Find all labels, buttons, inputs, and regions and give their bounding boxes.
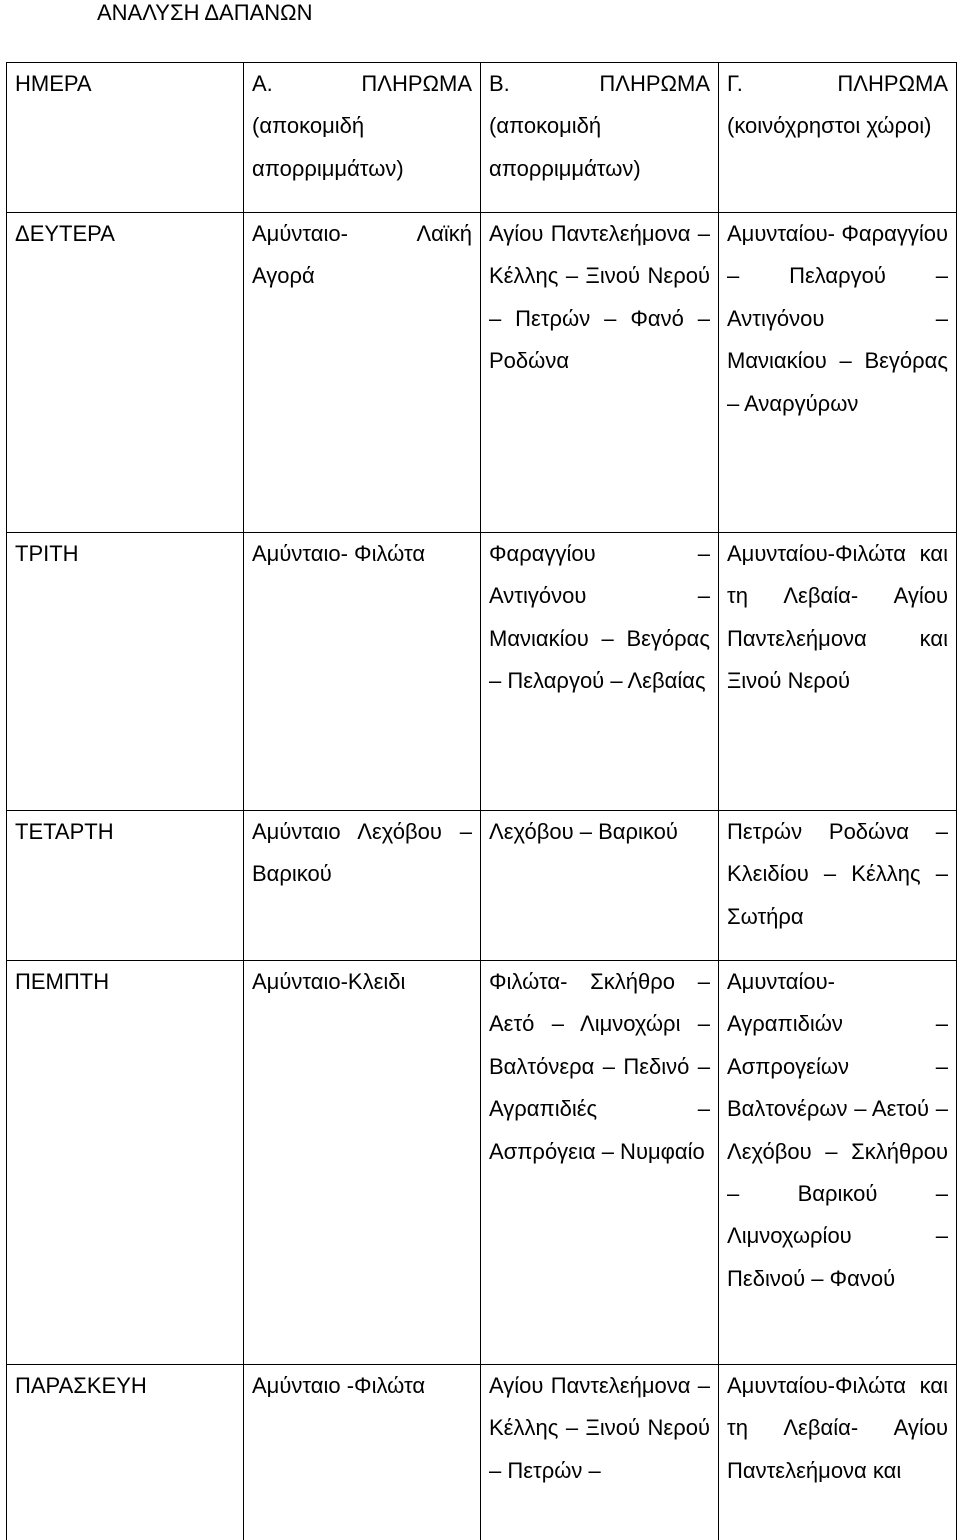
day-cell: ΠΑΡΑΣΚΕΥΗ xyxy=(7,1365,244,1540)
header-crew-b: Β. ΠΛΗΡΩΜΑ (αποκομιδή απορριμμάτων) xyxy=(481,63,719,213)
day-cell: ΠΕΜΠΤΗ xyxy=(7,961,244,1365)
header-day: ΗΜΕΡΑ xyxy=(7,63,244,213)
crew-b-cell: Αγίου Παντελεήμονα – Κέλλης – Ξινού Νερού – Πετρών – Φανό – Ροδώνα xyxy=(481,213,719,533)
table-row xyxy=(7,961,957,1365)
header-crew-a: Α. ΠΛΗΡΩΜΑ (αποκομιδή απορριμμάτων) xyxy=(244,63,481,213)
crew-b-cell: Αγίου Παντελεήμονα – Κέλλης – Ξινού Νερού – Πετρών – xyxy=(481,1365,719,1540)
crew-a-cell: Αμύνταιο- Λαϊκή Αγορά xyxy=(244,213,481,533)
crew-c-cell: Πετρών Ροδώνα – Κλειδίου – Κέλλης – Σωτήρα xyxy=(719,811,957,961)
document-title: ΑΝΑΛΥΣΗ ΔΑΠΑΝΩΝ xyxy=(97,0,313,25)
crew-b-cell: Λεχόβου – Βαρικού xyxy=(481,811,719,961)
header-crew-c: Γ. ΠΛΗΡΩΜΑ (κοινόχρηστοι χώροι) xyxy=(719,63,957,213)
table-row xyxy=(7,213,957,533)
crew-b-cell: Φαραγγίου – Αντιγόνου – Μανιακίου – Βεγόρας – Πελαργού – Λεβαίας xyxy=(481,533,719,811)
table-row xyxy=(7,533,957,811)
table-row xyxy=(7,1365,957,1540)
schedule-table xyxy=(6,62,957,1540)
crew-a-cell: Αμύνταιο -Φιλώτα xyxy=(244,1365,481,1540)
day-cell: ΤΡΙΤΗ xyxy=(7,533,244,811)
crew-c-cell: Αμυνταίου- Φαραγγίου – Πελαργού – Αντιγόνου – Μανιακίου – Βεγόρας – Αναργύρων xyxy=(719,213,957,533)
crew-a-cell: Αμύνταιο Λεχόβου – Βαρικού xyxy=(244,811,481,961)
crew-a-cell: Αμύνταιο- Φιλώτα xyxy=(244,533,481,811)
crew-c-cell: Αμυνταίου- Αγραπιδιών – Ασπρογείων – Βαλτονέρων – Αετού – Λεχόβου – Σκλήθρου – Βαρικού – Λιμνοχωρίου – Πεδινού – Φανού xyxy=(719,961,957,1365)
table-header-row xyxy=(7,63,957,213)
crew-a-cell: Αμύνταιο-Κλειδι xyxy=(244,961,481,1365)
crew-b-cell: Φιλώτα- Σκλήθρο – Αετό – Λιμνοχώρι – Βαλτόνερα – Πεδινό – Αγραπιδιές – Ασπρόγεια – Νυμφαίο xyxy=(481,961,719,1365)
day-cell: ΔΕΥΤΕΡΑ xyxy=(7,213,244,533)
crew-c-cell: Αμυνταίου-Φιλώτα και τη Λεβαία- Αγίου Παντελεήμονα και Ξινού Νερού xyxy=(719,533,957,811)
crew-c-cell: Αμυνταίου-Φιλώτα και τη Λεβαία- Αγίου Παντελεήμονα και xyxy=(719,1365,957,1540)
table-row xyxy=(7,811,957,961)
day-cell: ΤΕΤΑΡΤΗ xyxy=(7,811,244,961)
